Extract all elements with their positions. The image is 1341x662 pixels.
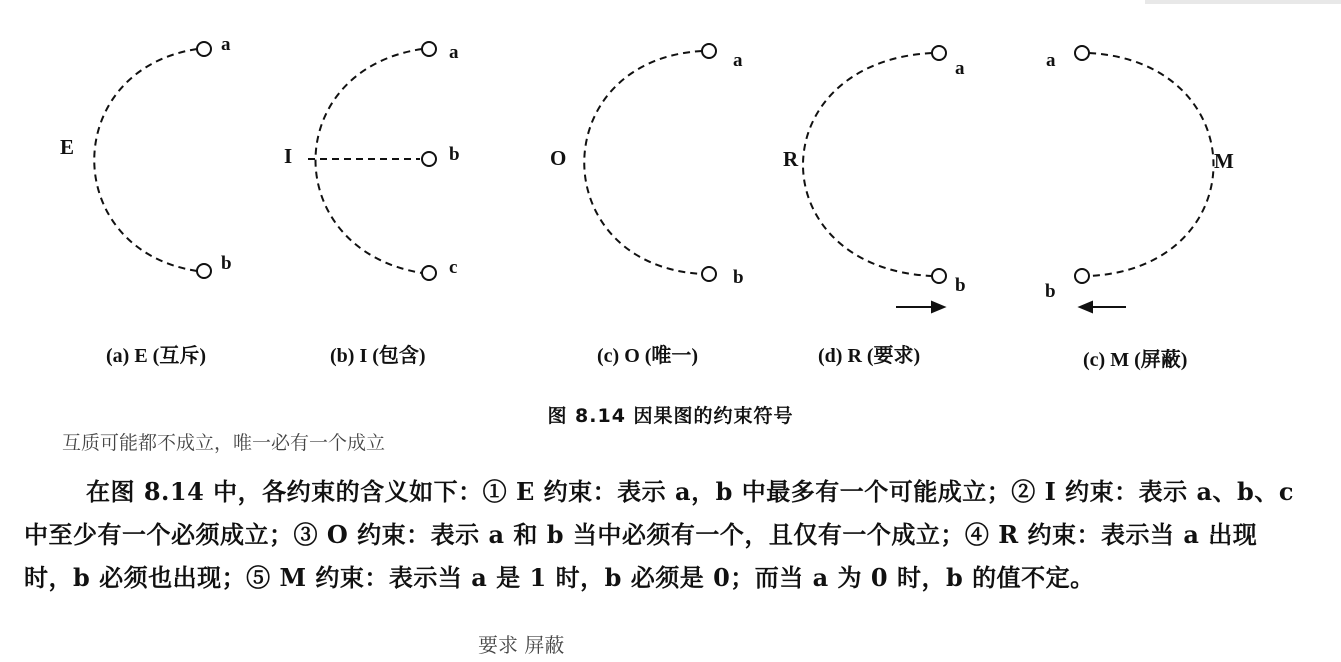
figure-title: 图 8.14 因果图的约束符号 [547, 405, 794, 427]
m-arc [1089, 53, 1214, 276]
i-arc [316, 49, 423, 273]
caption-e: (a) E (互斥) [106, 345, 206, 367]
i-node-c [422, 266, 436, 280]
caption-i: (b) I (包含) [330, 345, 426, 367]
handwritten-note: 互质可能都不成立，唯一必有一个成立 [62, 432, 386, 454]
caption-r: (d) R (要求) [818, 345, 921, 367]
o-node-b [702, 267, 716, 281]
r-constraint-label: R [783, 147, 799, 171]
r-end-b: b [955, 275, 966, 296]
m-arrowhead [1080, 302, 1092, 312]
o-end-b: b [733, 267, 744, 288]
e-node-a [197, 42, 211, 56]
e-node-b [197, 264, 211, 278]
o-arc [584, 51, 702, 274]
o-end-a: a [733, 50, 743, 71]
caption-o: (c) O (唯一) [597, 345, 699, 367]
r-node-b [932, 269, 946, 283]
e-end-a: a [221, 34, 231, 55]
e-arc [94, 49, 197, 271]
r-end-a: a [955, 58, 965, 79]
caption-m: (c) M (屏蔽) [1083, 349, 1188, 371]
i-end-a: a [449, 42, 459, 63]
r-arrowhead [932, 302, 944, 312]
e-end-b: b [221, 253, 232, 274]
e-constraint-label: E [60, 135, 75, 159]
bottom-note: 要求 屏蔽 [478, 633, 565, 657]
i-end-c: c [449, 257, 458, 278]
o-constraint-label: O [550, 146, 567, 170]
r-node-a [932, 46, 946, 60]
o-node-a [702, 44, 716, 58]
m-node-a [1075, 46, 1089, 60]
i-node-b [422, 152, 436, 166]
description-paragraph: 在图 8.14 中，各约束的含义如下：① E 约束：表示 a，b 中最多有一个可能成立；② I 约束：表示 a、b、c 中至少有一个必须成立；③ O 约束：表示 a 和 b 当中必须有一个，且仅有一个成立；④ R 约束：表示当 a 出现时，b 必须也出现；⑤ M 约束：表示当 a 是 1 时，b 必须是 0；而当 a 为 0 时，b 的值不定。 [24, 477, 1294, 592]
m-end-a: a [1046, 50, 1056, 71]
m-node-b [1075, 269, 1089, 283]
m-end-b: b [1045, 281, 1056, 302]
m-constraint-label: M [1214, 149, 1234, 173]
i-node-a [422, 42, 436, 56]
i-constraint-label: I [284, 144, 293, 168]
i-end-b: b [449, 144, 460, 165]
r-arc [803, 53, 932, 276]
